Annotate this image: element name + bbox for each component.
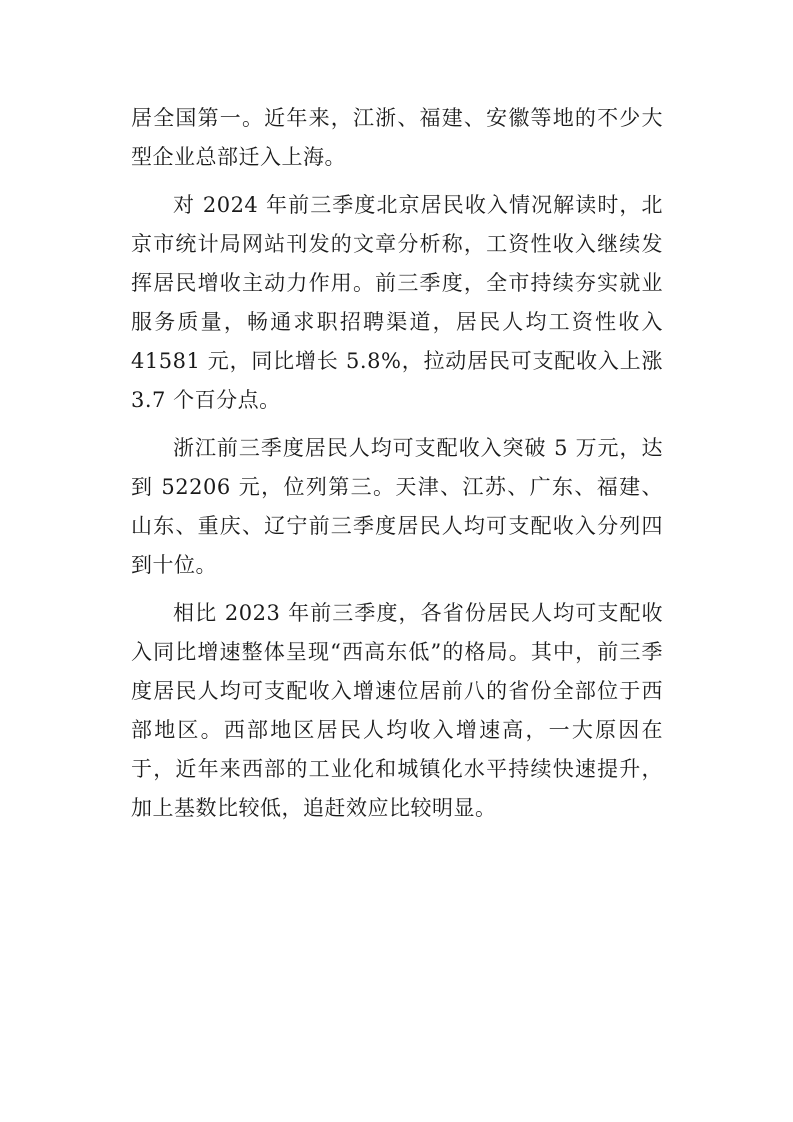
paragraph-2: 对 2024 年前三季度北京居民收入情况解读时，北京市统计局网站刊发的文章分析称，工资性收入继续发挥居民增收主动力作用。前三季度，全市持续夯实就业服务质量，畅通求职招聘渠道，居民人均工资性收入 41581 元，同比增长 5.8%，拉动居民可支配收入上涨 3.7 个百分点。 <box>131 193 663 412</box>
paragraph-1: 居全国第一。近年来，江浙、福建、安徽等地的不少大型企业总部迁入上海。 <box>131 106 663 169</box>
paragraph-3: 浙江前三季度居民人均可支配收入突破 5 万元，达到 52206 元，位列第三。天津、江苏、广东、福建、山东、重庆、辽宁前三季度居民人均可支配收入分列四到十位。 <box>131 436 663 577</box>
document-body <box>131 99 663 837</box>
paragraph-4: 相比 2023 年前三季度，各省份居民人均可支配收入同比增速整体呈现“西高东低”的格局。其中，前三季度居民人均可支配收入增速位居前八的省份全部位于西部地区。西部地区居民人均收入增速高，一大原因在于，近年来西部的工业化和城镇化水平持续快速提升，加上基数比较低，追赶效应比较明显。 <box>131 601 663 820</box>
